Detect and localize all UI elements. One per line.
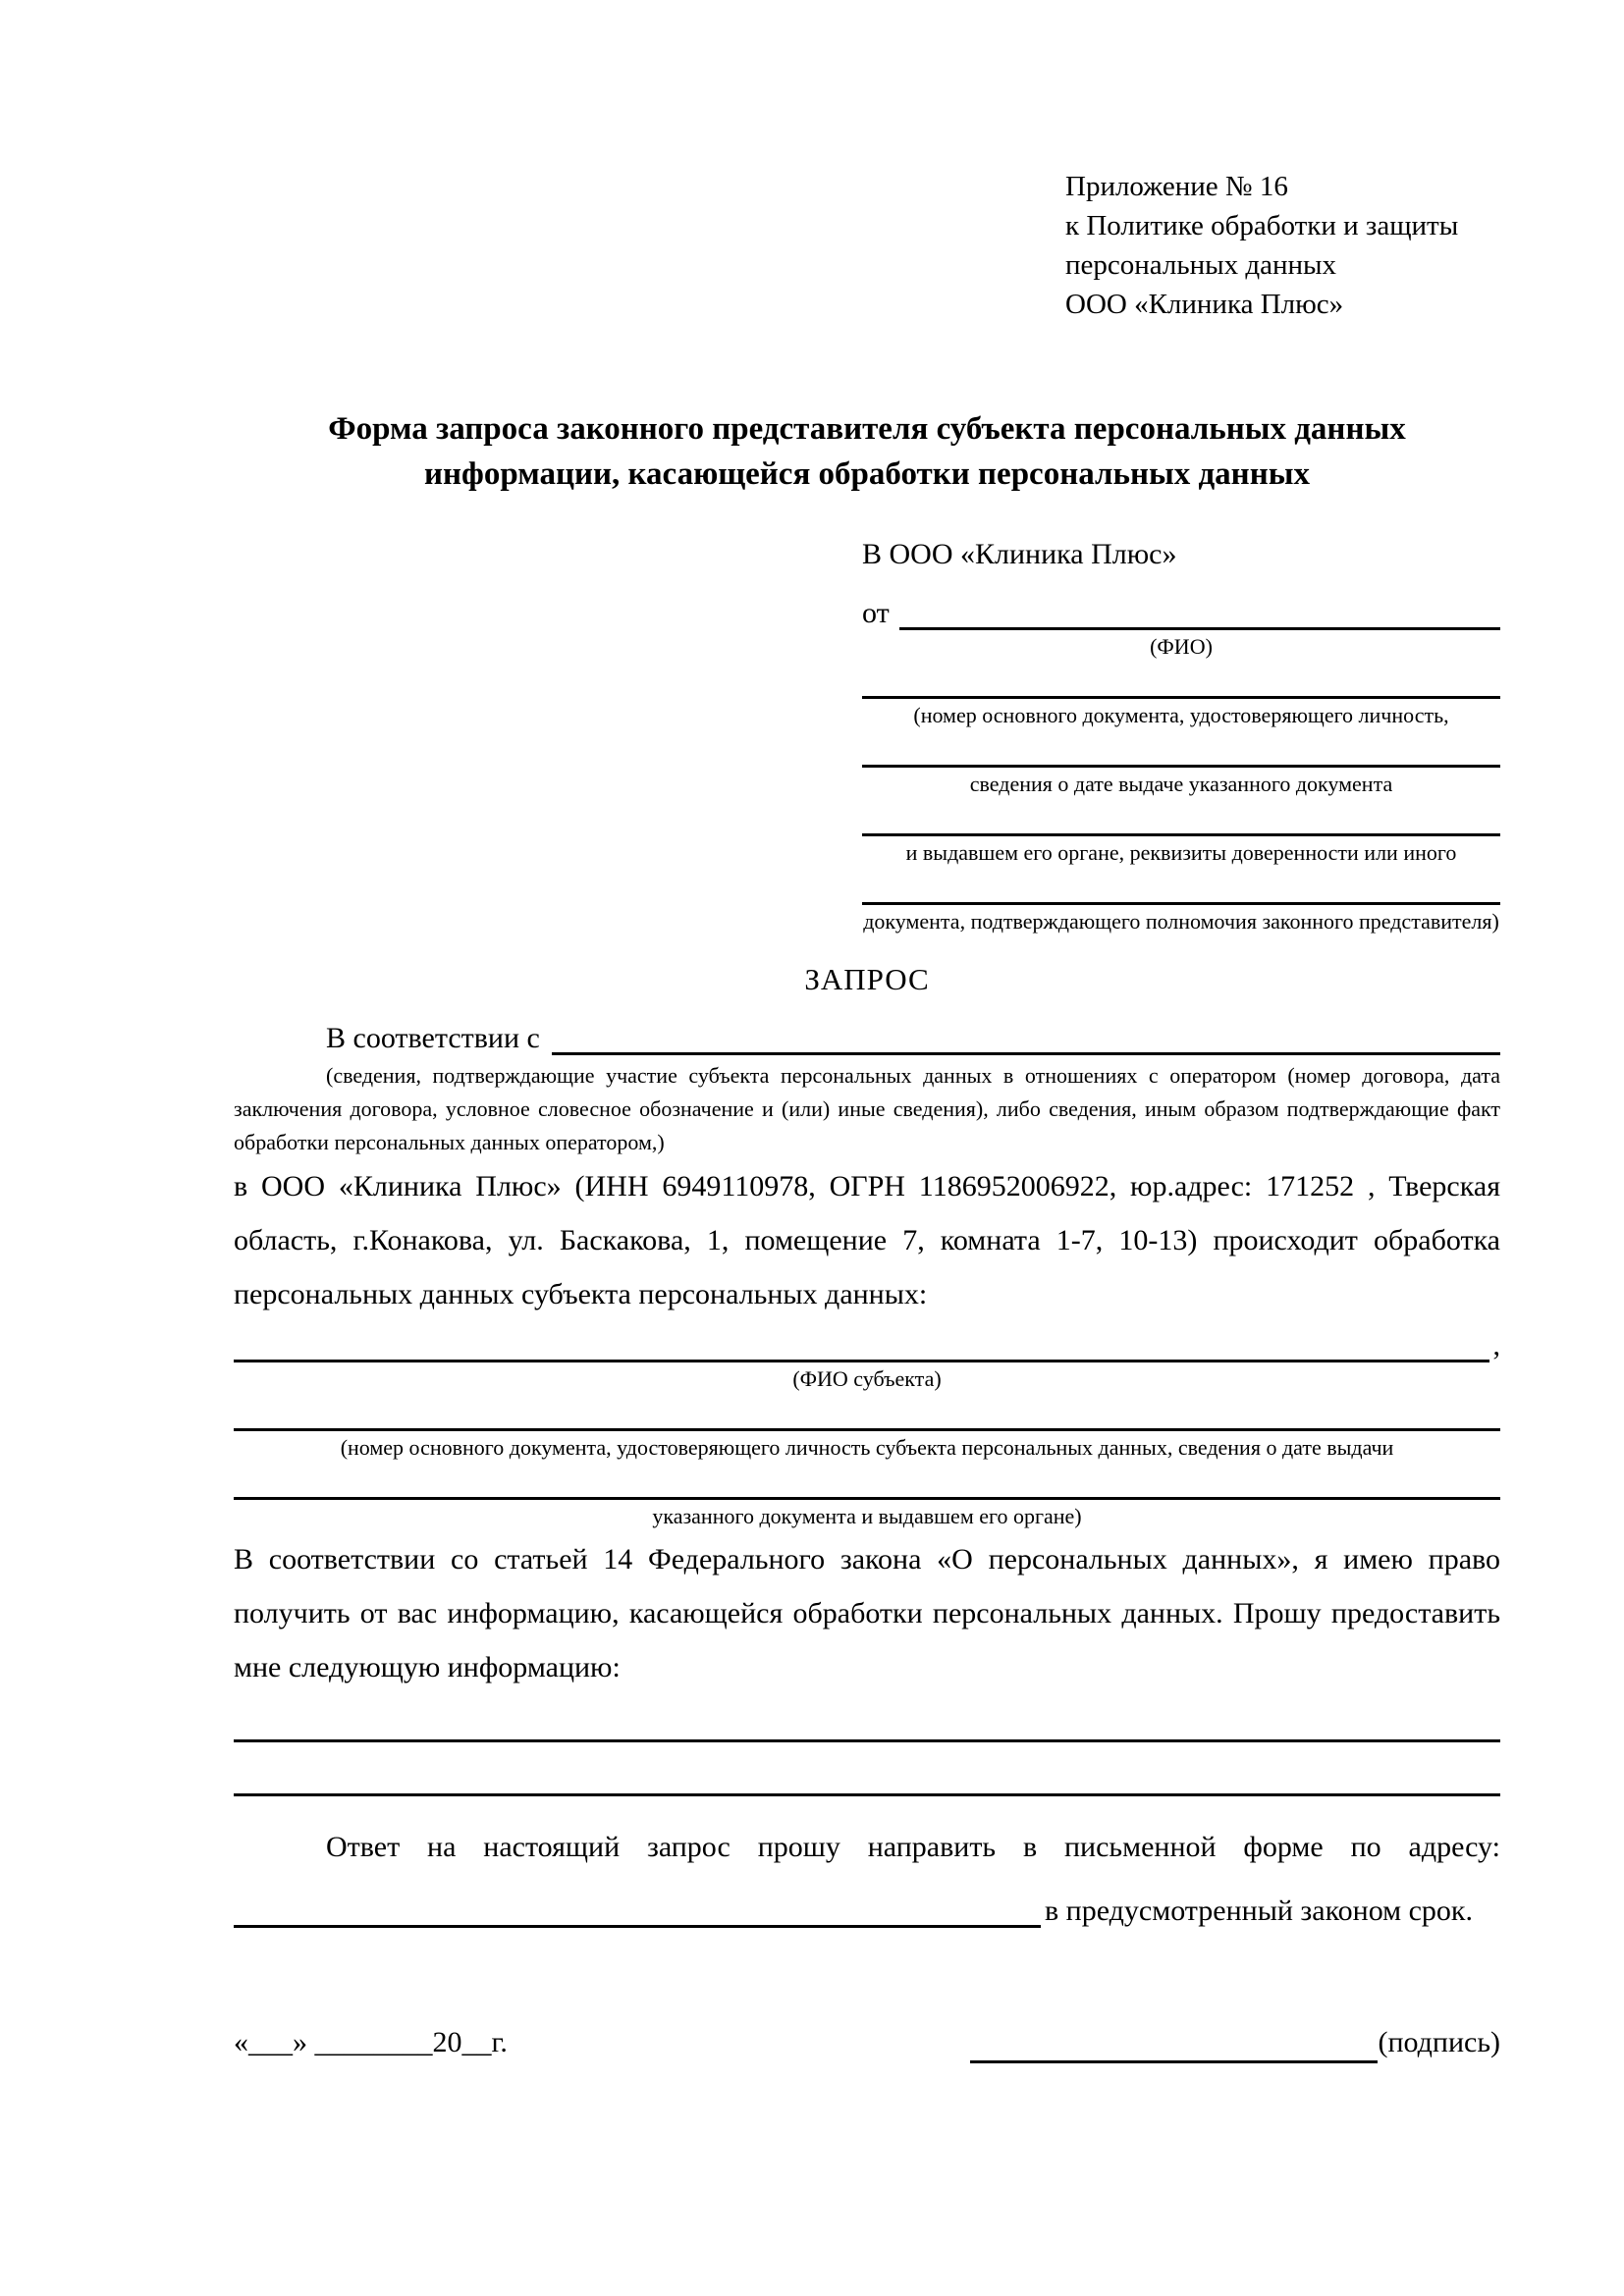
signature-block <box>970 2022 1500 2063</box>
subject-authority-field-line <box>234 1464 1500 1500</box>
appendix-header-note <box>1065 167 1500 324</box>
footer-row <box>234 2022 1500 2063</box>
authority-document-caption: документа, подтверждающего полномочия законного представителя) <box>863 909 1499 934</box>
operator-paragraph: в ООО «Клиника Плюс» (ИНН 6949110978, ОГРН 1186952006922, юр.адрес: 171252 , Тверская область, г.Конакова, ул. Баскакова, 1, помещение 7, комната 1-7, 10-13) происходит обработка персональных данных субъекта персональных данных: <box>234 1170 1500 1310</box>
fio-caption: (ФИО) <box>1150 634 1213 659</box>
reply-deadline-text: в предусмотренный законом срок. <box>1045 1895 1473 1927</box>
recipient-block <box>862 534 1500 937</box>
subject-fio-trailing-comma: , <box>1492 1329 1500 1362</box>
authority-document-field-line <box>862 869 1500 905</box>
document-title-line2: информации, касающейся обработки персональных данных <box>424 456 1310 492</box>
reply-address-field-line <box>234 1925 1041 1928</box>
from-row <box>862 575 1500 630</box>
policy-reference-line2: персональных данных <box>1065 249 1337 281</box>
signature-field-line <box>970 2027 1378 2063</box>
issuing-authority-field-line <box>862 800 1500 836</box>
requested-info-field-line-1 <box>234 1716 1500 1742</box>
policy-reference-line1: к Политике обработки и защиты <box>1065 210 1459 241</box>
organization-name: ООО «Клиника Плюс» <box>1065 289 1344 320</box>
issue-date-field-line <box>862 731 1500 768</box>
requested-info-field-line-2 <box>234 1742 1500 1796</box>
law-paragraph: В соответствии со статьей 14 Федерального закона «О персональных данных», я имею право получить от вас информацию, касающейся обработки персональных данных. Прошу предоставить мне следующую информацию: <box>234 1543 1500 1683</box>
document-content <box>234 0 1500 2063</box>
from-label: от <box>862 597 890 629</box>
reply-address-paragraph: Ответ на настоящий запрос прошу направить в письменной форме по адресу: <box>326 1831 1500 1863</box>
subject-fio-caption: (ФИО субъекта) <box>792 1366 942 1391</box>
date-line: «___» ________20__г. <box>234 2026 508 2058</box>
document-number-caption: (номер основного документа, удостоверяющего личность, <box>913 703 1449 727</box>
subject-document-caption: (номер основного документа, удостоверяющего личность субъекта персональных данных, сведения о дате выдачи <box>340 1435 1394 1460</box>
document-title-line1: Форма запроса законного представителя субъекта персональных данных <box>328 411 1406 447</box>
document-number-field-line <box>862 663 1500 699</box>
basis-field-line <box>552 1052 1500 1055</box>
request-heading: ЗАПРОС <box>804 962 930 996</box>
appendix-number: Приложение № 16 <box>1065 171 1288 202</box>
recipient-to: В ООО «Клиника Плюс» <box>862 538 1177 570</box>
issuing-authority-caption: и выдавшем его органе, реквизиты доверенности или иного <box>905 840 1457 865</box>
intro-footnote: (сведения, подтверждающие участие субъекта персональных данных в отношениях с оператором (номер договора, дата заключения договора, условное словесное обозначение и (или) иные сведения), либо сведения, иным образом подтверждающие факт обработки персональных данных оператором,) <box>234 1063 1500 1154</box>
reply-address-row <box>234 1874 1500 1928</box>
document-title <box>234 406 1500 497</box>
subject-fio-row <box>234 1321 1500 1362</box>
subject-document-field-line <box>234 1395 1500 1431</box>
subject-authority-caption: указанного документа и выдавшем его органе) <box>652 1504 1082 1528</box>
intro-row <box>234 1012 1500 1055</box>
issue-date-caption: сведения о дате выдаче указанного документа <box>969 772 1393 796</box>
signature-caption: (подпись) <box>1378 2026 1500 2058</box>
intro-label: В соответствии с <box>326 1022 540 1054</box>
